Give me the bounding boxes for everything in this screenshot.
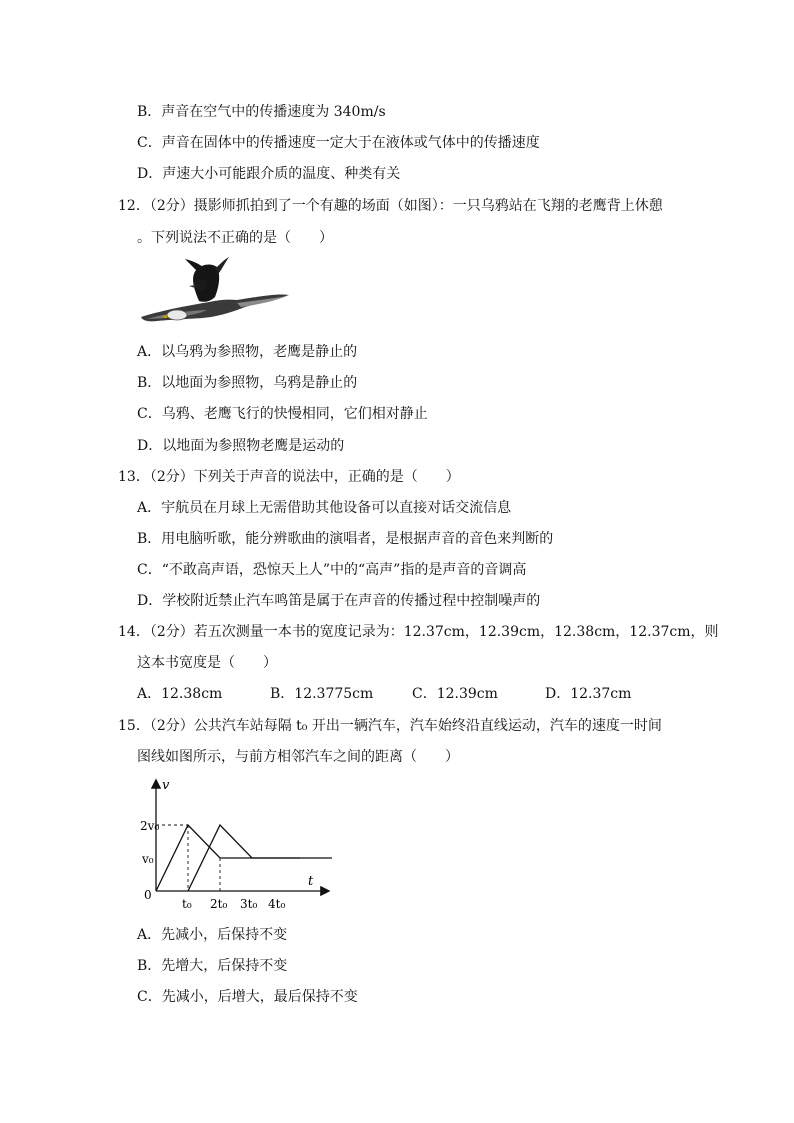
q13-stem: 13．（2分）下列关于声音的说法中，正确的是（ ） [118, 469, 460, 485]
origin-label: 0 [144, 888, 152, 902]
q14-option-c: C．12.39cm [412, 686, 498, 702]
q12-stem-line1: 12．（2分）摄影师抓拍到了一个有趣的场面（如图）：一只乌鸦站在飞翔的老鹰背上休憩 [118, 198, 663, 214]
x-axis-label: t [308, 874, 314, 889]
x-tick-4t0: 4t₀ [268, 897, 286, 911]
y-tick-2v0: 2v₀ [140, 819, 160, 833]
q12-option-c: C．乌鸦、老鹰飞行的快慢相同，它们相对静止 [137, 406, 428, 422]
q12-option-b: B．以地面为参照物，乌鸦是静止的 [137, 375, 358, 391]
crow-on-eagle-photo [137, 255, 297, 330]
velocity-time-graph [140, 775, 340, 915]
q14-stem-line2: 这本书宽度是（ ） [137, 655, 277, 671]
q11-option-c: C．声音在固体中的传播速度一定大于在液体或气体中的传播速度 [137, 135, 540, 151]
q14-stem-line1: 14．（2分）若五次测量一本书的宽度记录为：12.37cm，12.39cm，12.38cm，12.37cm，则 [118, 624, 719, 640]
y-tick-v0: v₀ [142, 852, 154, 866]
q13-option-c: C．“不敢高声语，恐惊天上人”中的“高声”指的是声音的音调高 [137, 562, 527, 578]
q13-option-d: D．学校附近禁止汽车鸣笛是属于在声音的传播过程中控制噪声的 [137, 593, 541, 609]
x-tick-t0: t₀ [182, 897, 192, 911]
q15-stem-line2: 图线如图所示，与前方相邻汽车之间的距离（ ） [137, 749, 459, 765]
q15-option-b: B．先增大，后保持不变 [137, 958, 288, 974]
q12-option-d: D．以地面为参照物老鹰是运动的 [137, 438, 345, 454]
q15-option-c: C．先减小，后增大，最后保持不变 [137, 989, 358, 1005]
x-tick-3t0: 3t₀ [240, 897, 258, 911]
q12-option-a: A．以乌鸦为参照物，老鹰是静止的 [137, 344, 358, 360]
q14-options-row [137, 684, 657, 704]
q11-option-d: D．声速大小可能跟介质的温度、种类有关 [137, 166, 401, 182]
q15-stem-line1: 15．（2分）公共汽车站每隔 t₀ 开出一辆汽车，汽车始终沿直线运动，汽车的速度一时间 [118, 718, 662, 734]
q15-option-a: A．先减小，后保持不变 [137, 927, 288, 943]
y-axis-label: v [162, 778, 170, 793]
q13-option-b: B．用电脑听歌，能分辨歌曲的演唱者，是根据声音的音色来判断的 [137, 531, 554, 547]
x-tick-2t0: 2t₀ [210, 897, 228, 911]
q13-option-a: A．宇航员在月球上无需借助其他设备可以直接对话交流信息 [137, 500, 512, 516]
q12-stem-line2: 。下列说法不正确的是（ ） [137, 230, 333, 246]
q11-option-b: B．声音在空气中的传播速度为 340m/s [137, 104, 386, 120]
q14-option-d: D．12.37cm [545, 686, 632, 702]
q14-option-a: A．12.38cm [137, 686, 223, 702]
q14-option-b: B．12.3775cm [270, 686, 374, 702]
